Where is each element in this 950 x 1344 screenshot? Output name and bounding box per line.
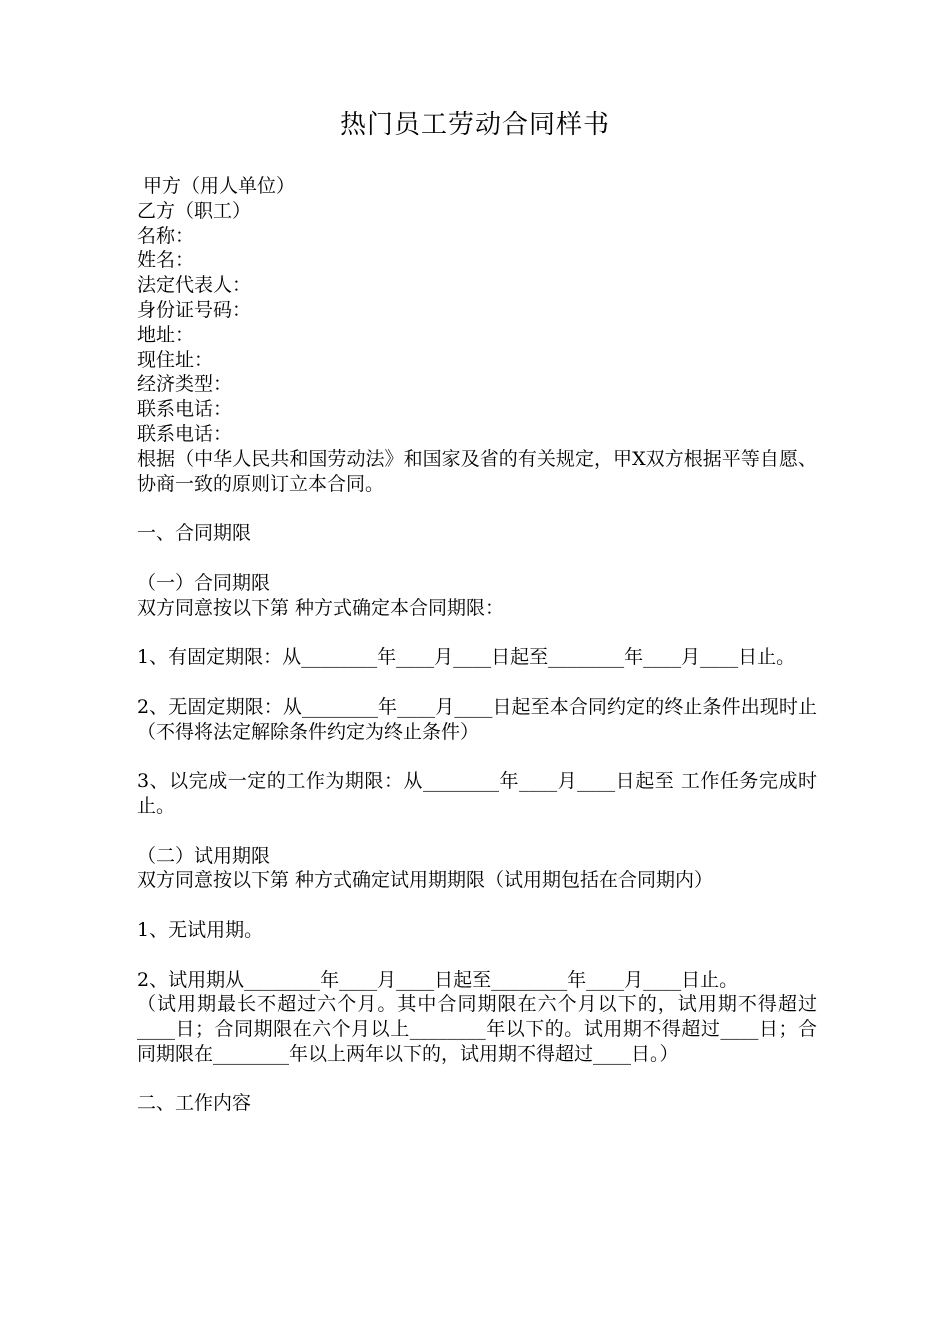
document-line: 二、工作内容 [137, 1092, 252, 1115]
blank-line [137, 1067, 817, 1092]
document-line: 2、试用期从________年____月____日起至________年____月____日止。 [137, 968, 739, 991]
blank-line [137, 546, 817, 571]
blank-line [137, 744, 817, 769]
document-line: 名称： [137, 224, 195, 247]
document-line: 乙方（职工） [137, 199, 252, 222]
blank-line [137, 819, 817, 844]
blank-line [137, 670, 817, 695]
document-line: 联系电话： [137, 398, 233, 421]
document-body [137, 174, 817, 1116]
document-line: 根据（中华人民共和国劳动法》和国家及省的有关规定，甲X双方根据平等自愿、协商一致的原则订立本合同。 [137, 447, 817, 495]
document-line: 2、无固定期限：从________年____月____日起至本合同约定的终止条件出现时止（不得将法定解除条件约定为终止条件） [137, 695, 817, 743]
blank-line [137, 893, 817, 918]
document-title: 热门员工劳动合同样书 [339, 110, 610, 140]
document-line: 法定代表人： [137, 274, 252, 297]
document-line: 3、以完成一定的工作为期限：从________年____月____日起至 工作任务完成时止。 [137, 770, 817, 817]
document-line: 1、有固定期限：从________年____月____日起至________年____月____日止。 [137, 646, 796, 669]
document-line: 现住址： [137, 348, 214, 371]
document-line: 1、无试用期。 [137, 918, 264, 941]
document-line: 身份证号码： [137, 298, 252, 321]
document-line: 地址： [137, 323, 195, 346]
document-line: 双方同意按以下第 种方式确定本合同期限： [137, 596, 505, 619]
document-line: （试用期最长不超过六个月。其中合同期限在六个月以下的，试用期不得超过____日；合同期限在六个月以上________年以下的。试用期不得超过____日；合同期限在________年以上两年以下的，试用期不得超过____日。） [137, 993, 817, 1065]
document-line: 双方同意按以下第 种方式确定试用期期限（试用期包括在合同期内） [137, 869, 714, 892]
blank-line [137, 620, 817, 645]
document-line: （一）合同期限 [137, 571, 271, 594]
document-line: 甲方（用人单位） [137, 175, 296, 197]
blank-line [137, 496, 817, 521]
document-line: 一、合同期限 [137, 522, 252, 545]
document-line: 联系电话： [137, 422, 233, 445]
blank-line [137, 943, 817, 968]
document-line: 姓名： [137, 249, 195, 272]
document-line: （二）试用期限 [137, 844, 271, 867]
document-line: 经济类型： [137, 373, 233, 396]
